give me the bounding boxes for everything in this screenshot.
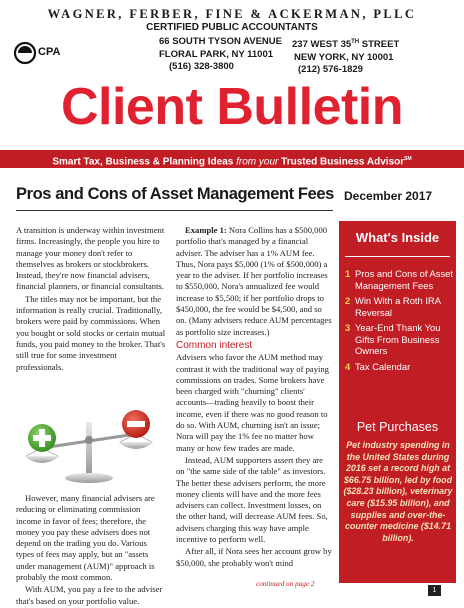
firm-name: WAGNER, FERBER, FINE & ACKERMAN, PLLC	[47, 7, 417, 21]
address-right-street: 237 WEST 35	[292, 39, 352, 51]
address-right	[292, 36, 399, 77]
inside-item-label: Pros and Cons of Asset Management Fees	[355, 268, 453, 291]
pet-purchases-heading: Pet Purchases	[356, 420, 439, 434]
tagline-part3: Trusted Business Advisor	[278, 156, 405, 168]
tagline	[0, 152, 464, 169]
bulletin-title: Client Bulletin	[60, 78, 404, 136]
inside-item-number: 2	[345, 295, 351, 306]
col2-paragraph-4: After all, if Nora sees her account grow by $50,000, she probably won't mind	[176, 546, 332, 568]
inside-item[interactable]	[345, 295, 453, 318]
address-right-suffix: TH	[351, 39, 360, 45]
col2-paragraph-3: Instead, AUM supporters assert they are on "the same side of the table" as investors. The better these advisers perform, the more money clients will have and the more fees advisers can collect. Investment losses, on the other hand, will decrease AUM fees. So, advisers charging this way have ample incentive to perform well.	[176, 454, 328, 545]
tagline-part1: Smart Tax, Business & Planning Ideas	[52, 156, 237, 168]
address-right-line1	[292, 36, 399, 52]
inside-item-label: Year-End Thank You Gifts From Business Owners	[355, 322, 441, 356]
tagline-part2: from your	[236, 156, 279, 168]
address-left-line1: 66 SOUTH TYSON AVENUE	[159, 36, 282, 47]
sidebar-divider	[345, 256, 450, 257]
address-right-phone: (212) 576-1829	[298, 64, 363, 76]
cpa-logo	[12, 40, 72, 66]
article-column-1	[16, 225, 166, 374]
firm-subtitle: CERTIFIED PUBLIC ACCOUNTANTS	[146, 22, 318, 33]
service-mark: SM	[404, 156, 412, 162]
address-right-line2: NEW YORK, NY 10001	[294, 51, 394, 63]
address-left-phone: (516) 328-3800	[169, 61, 234, 73]
col2-paragraph-1	[176, 225, 333, 338]
inside-item-label: Win With a Roth IRA Reversal	[355, 295, 441, 318]
article-headline: Pros and Cons of Asset Management Fees	[16, 185, 334, 203]
scale-icon	[14, 404, 164, 486]
example-label: Example 1:	[185, 225, 227, 235]
continued-link[interactable]: continued on page 2	[256, 580, 315, 588]
article-column-1-continued	[16, 493, 166, 608]
col2-paragraph-2: Advisers who favor the AUM method may contrast it with the traditional way of paying commissions on trades. Some brokers have been charged with "churning" clients' accounts—trading heavily to boost their income, even if there was no good reason to do so. With AUM, churning isn't an issue; Nora will pay the 1% fee no matter how many or how few trades are made.	[176, 352, 329, 453]
col1-paragraph-3: However, many financial advisers are reducing or eliminating commission income in favor of fees; therefore, the money you pay these advisers does not depend on the trading you do. Various types of fees may apply, but an "assets under management (AUM)" approach is probably the most common.	[16, 493, 155, 583]
whats-inside-list	[345, 268, 453, 376]
whats-inside-heading: What's Inside	[355, 230, 440, 245]
col1-paragraph-1: A transition is underway within investment firms. Increasingly, the people you hire to manage your money don't refer to themselves as brokers or stockbrokers. Instead, they're now financial advisers, financial planners, or financial consultants.	[16, 225, 165, 292]
page-number: 1	[428, 585, 441, 596]
inside-item-number: 1	[345, 268, 351, 279]
address-left-line2: FLORAL PARK, NY 11001	[159, 48, 274, 60]
balance-scale-illustration	[14, 404, 164, 486]
address-right-street-word: STREET	[359, 39, 400, 51]
subhead-common-interest: Common interest	[176, 339, 253, 351]
pet-purchases-text: Pet industry spending in the United States during 2016 set a record high at $66.75 billion, led by food ($28.23 billion), veterinary care ($15.95 billion), and supplies and over-the-counter medicine ($14.71 billion).	[343, 440, 453, 543]
headline-rule	[16, 210, 333, 211]
inside-item-number: 3	[345, 322, 351, 333]
logo-text: CPA	[38, 46, 61, 58]
cpa-seal-icon	[12, 40, 38, 66]
inside-item-label: Tax Calendar	[355, 360, 411, 372]
example-text: Nora Collins has a $500,000 portfolio that's managed by a financial adviser. The adviser has a 1% AUM fee. Thus, Nora pays $5,000 (1% of $500,000) a year to the adviser. If her portfolio increases to $550,000, Nora's annualized fee would increase to $5,500; if her portfolio drops to $450,000, the fee would be $4,500, and so on. (Many advisers reduce AUM percentages as portfolio size increases.)	[176, 225, 332, 337]
col1-paragraph-4: With AUM, you pay a fee to the adviser that's based on your portfolio value.	[16, 584, 163, 606]
issue-date: December 2017	[344, 189, 433, 203]
inside-item[interactable]	[345, 322, 453, 357]
address-left	[159, 36, 282, 74]
inside-item-number: 4	[345, 360, 351, 372]
article-column-2	[176, 225, 333, 570]
inside-item[interactable]	[345, 268, 453, 291]
col1-paragraph-2: The titles may not be important, but the information is really crucial. Traditionally, brokers were paid by commissions. When you bought or sold stocks or certain mutual funds, you paid money to the broker. That's still true for some investment professionals.	[16, 293, 166, 372]
inside-item[interactable]	[345, 361, 453, 373]
